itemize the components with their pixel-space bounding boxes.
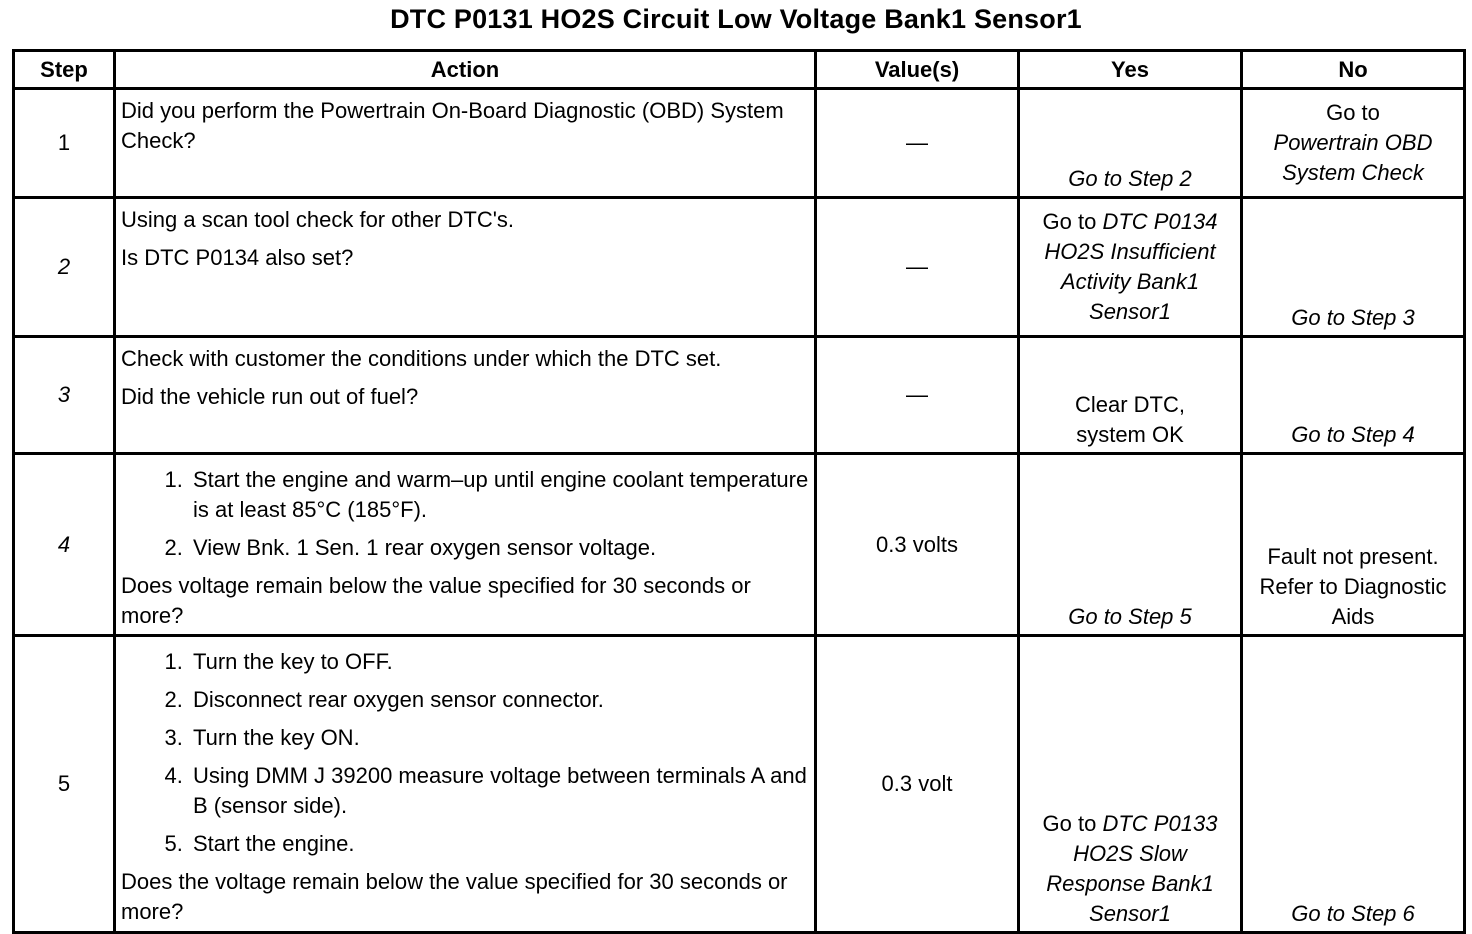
no-link: Go to Step 6 [1291, 901, 1415, 926]
table-row [14, 337, 1465, 454]
header-action: Action [115, 51, 816, 89]
page-title: DTC P0131 HO2S Circuit Low Voltage Bank1 Sensor1 [390, 4, 1082, 34]
value-cell: 0.3 volt [816, 636, 1019, 933]
step-number: 5 [14, 636, 115, 933]
diagnostic-table [12, 49, 1466, 934]
yes-text: Go to [1042, 811, 1097, 836]
yes-cell [1019, 198, 1242, 337]
list-item: 5. Start the engine. [189, 829, 809, 859]
yes-cell [1019, 89, 1242, 198]
no-link: Powertrain OBD System Check [1273, 130, 1433, 185]
no-text: Fault not present. Refer to Diagnostic Aids [1259, 544, 1447, 629]
yes-text: Clear DTC, system OK [1074, 392, 1185, 447]
list-item: 2. View Bnk. 1 Sen. 1 rear oxygen sensor voltage. [189, 533, 809, 563]
action-question: Does voltage remain below the value specified for 30 seconds or more? [121, 573, 751, 628]
action-cell [115, 89, 816, 198]
list-item: 4. Using DMM J 39200 measure voltage between terminals A and B (sensor side). [189, 761, 809, 821]
table-row [14, 636, 1465, 933]
step-number: 2 [14, 198, 115, 337]
header-yes: Yes [1019, 51, 1242, 89]
step-number: 1 [14, 89, 115, 198]
yes-link: DTC P0134 HO2S Insufficient Activity Bank1 Sensor1 [1044, 209, 1218, 324]
no-cell [1242, 337, 1465, 454]
step-number: 3 [14, 337, 115, 454]
value-cell: — [816, 198, 1019, 337]
list-item: 1. Turn the key to OFF. [189, 647, 809, 677]
list-item: 3. Turn the key ON. [189, 723, 809, 753]
action-text: Using a scan tool check for other DTC's. [121, 207, 515, 232]
no-link: Go to Step 3 [1291, 305, 1415, 330]
yes-link: Go to Step 5 [1068, 604, 1192, 629]
action-text: Check with customer the conditions under which the DTC set. [121, 346, 722, 371]
action-question: Is DTC P0134 also set? [121, 245, 354, 270]
action-list [121, 465, 809, 563]
table-row [14, 198, 1465, 337]
yes-link: DTC P0133 HO2S Slow Response Bank1 Sensor1 [1046, 811, 1218, 926]
no-cell [1242, 636, 1465, 933]
value-cell: — [816, 337, 1019, 454]
action-question: Does the voltage remain below the value specified for 30 seconds or more? [121, 869, 788, 924]
no-cell [1242, 454, 1465, 636]
action-cell [115, 337, 816, 454]
header-values: Value(s) [816, 51, 1019, 89]
no-link: Go to Step 4 [1291, 422, 1415, 447]
action-question: Did the vehicle run out of fuel? [121, 384, 419, 409]
action-text: Did you perform the Powertrain On-Board Diagnostic (OBD) System Check? [121, 98, 784, 153]
table-header-row [14, 51, 1465, 89]
table-row [14, 454, 1465, 636]
action-cell [115, 198, 816, 337]
action-cell [115, 454, 816, 636]
header-step: Step [14, 51, 115, 89]
no-text: Go to [1326, 100, 1380, 125]
step-number: 4 [14, 454, 115, 636]
table-row [14, 89, 1465, 198]
value-cell: — [816, 89, 1019, 198]
yes-text: Go to [1042, 209, 1097, 234]
no-cell [1242, 198, 1465, 337]
value-cell: 0.3 volts [816, 454, 1019, 636]
yes-cell [1019, 636, 1242, 933]
yes-cell [1019, 337, 1242, 454]
no-cell [1242, 89, 1465, 198]
list-item: 2. Disconnect rear oxygen sensor connector. [189, 685, 809, 715]
yes-cell [1019, 454, 1242, 636]
yes-link: Go to Step 2 [1068, 166, 1192, 191]
header-no: No [1242, 51, 1465, 89]
action-cell [115, 636, 816, 933]
list-item: 1. Start the engine and warm–up until engine coolant temperature is at least 85°C (185°F). [189, 465, 809, 525]
action-list [121, 647, 809, 859]
